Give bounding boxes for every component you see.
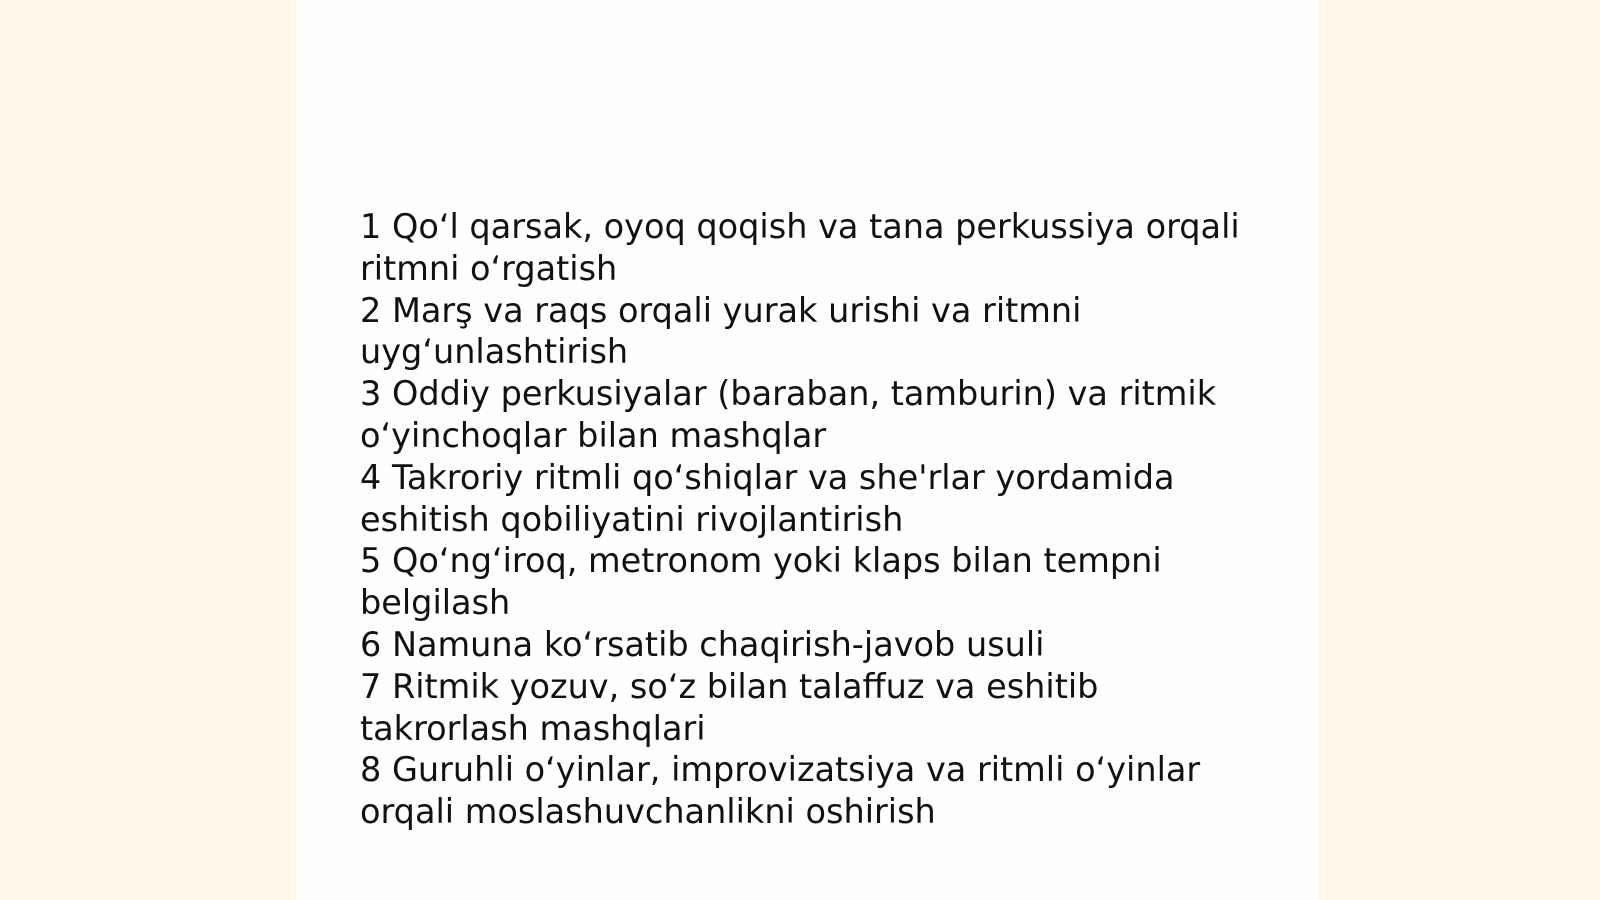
list-item: 4 Takroriy ritmli qo‘shiqlar va she'rlar yordamida eshitish qobiliyatini rivojlantirish bbox=[360, 457, 1175, 539]
list-item: 1 Qo‘l qarsak, oyoq qoqish va tana perkussiya orqali ritmni o‘rgatish bbox=[360, 207, 1240, 288]
list-item: 6 Namuna ko‘rsatib chaqirish-javob usuli bbox=[360, 624, 1045, 664]
list-item: 2 Marş va raqs orqali yurak urishi va ritmni uyg‘unlashtirish bbox=[360, 290, 1082, 372]
list-item: 8 Guruhli o‘yinlar, improvizatsiya va ritmli o‘yinlar orqali moslashuvchanlikni oshirish bbox=[360, 750, 1201, 832]
list-item: 7 Ritmik yozuv, so‘z bilan talaffuz va eshitib takrorlash mashqlari bbox=[360, 666, 1099, 748]
list-item: 5 Qo‘ng‘iroq, metronom yoki klaps bilan tempni belgilash bbox=[360, 541, 1162, 623]
slide-panel bbox=[296, 0, 1319, 900]
list-item: 3 Oddiy perkusiyalar (baraban, tamburin) va ritmik o‘yinchoqlar bilan mashqlar bbox=[360, 374, 1217, 455]
method-list bbox=[360, 206, 1240, 833]
